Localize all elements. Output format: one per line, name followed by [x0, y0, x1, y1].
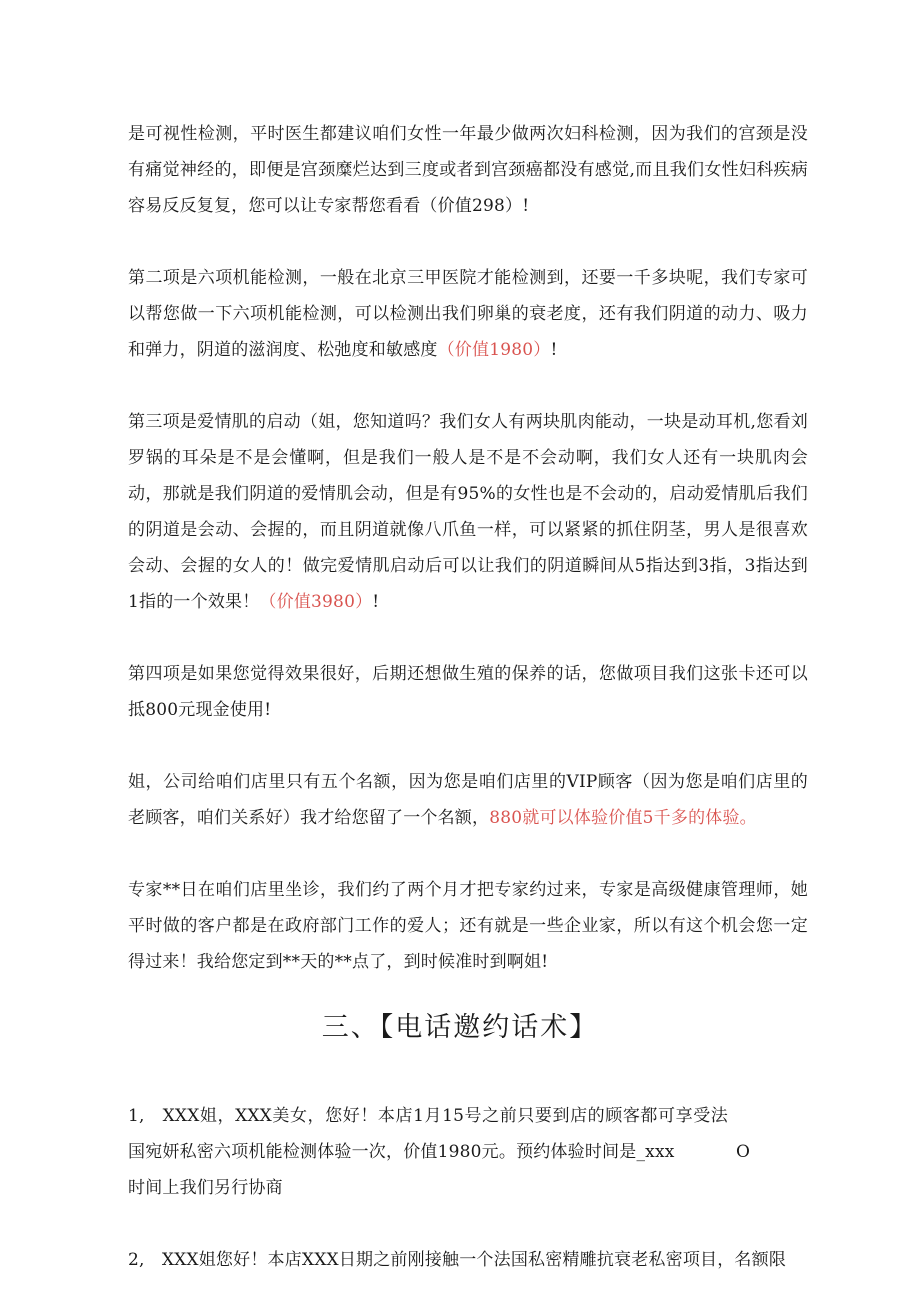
- paragraph-1-text: 是可视性检测，平时医生都建议咱们女性一年最少做两次妇科检测，因为我们的宫颈是没有痛觉神经的，即便是宫颈糜烂达到三度或者到宫颈癌都没有感觉,而且我们女性妇科疾病容易反反复复，您可以让专家帮您看看（价值298）!: [128, 124, 808, 216]
- section-heading: 三、【电话邀约话术】: [321, 1012, 599, 1043]
- paragraph-2-text: 第二项是六项机能检测，一般在北京三甲医院才能检测到，还要一千多块呢，我们专家可以帮您做一下六项机能检测，可以检测出我们卵巢的衰老度，还有我们阴道的动力、吸力和弹力，阴道的滋润度、松弛度和敏感度: [128, 268, 808, 360]
- paragraph-4: [128, 656, 808, 728]
- paragraph-7-text: 1, XXX姐，XXX美女，您好！本店1月15号之前只要到店的顾客都可享受法国宛妍私密六项机能检测体验一次，价值1980元。预约体验时间是_xxx: [128, 1106, 728, 1162]
- paragraph-7: [128, 1098, 728, 1170]
- paragraph-3-tail: !: [372, 592, 380, 612]
- paragraph-2-tail: !: [550, 340, 558, 360]
- paragraph-8-text: 2, XXX姐您好！本店XXX日期之前刚接触一个法国私密精雕抗衰老私密项目，名额限: [128, 1250, 787, 1270]
- paragraph-1: [128, 116, 808, 224]
- paragraph-5-offer-highlight: 880就可以体验价值5千多的体验。: [489, 808, 757, 828]
- paragraph-5-text: 姐，公司给咱们店里只有五个名额，因为您是咱们店里的VIP顾客（因为您是咱们店里的老顾客，咱们关系好）我才给您留了一个名额，: [128, 772, 808, 828]
- paragraph-6-text: 专家**日在咱们店里坐诊，我们约了两个月才把专家约过来，专家是高级健康管理师，她平时做的客户都是在政府部门工作的爱人；还有就是一些企业家，所以有这个机会您一定得过来！我给您定到**天的**点了，到时候准时到啊姐!: [128, 880, 808, 972]
- paragraph-3: [128, 404, 808, 620]
- paragraph-7-line3: [128, 1170, 808, 1206]
- paragraph-7-mark: O: [736, 1142, 750, 1162]
- paragraph-2-price-highlight: （价值1980）: [437, 340, 551, 360]
- paragraph-2: [128, 260, 808, 368]
- paragraph-8: [128, 1242, 808, 1278]
- paragraph-6: [128, 872, 808, 980]
- paragraph-3-text: 第三项是爱情肌的启动（姐，您知道吗？我们女人有两块肌肉能动，一块是动耳机,您看刘罗锅的耳朵是不是会懂啊，但是我们一般人是不是不会动啊，我们女人还有一块肌肉会动，那就是我们阴道的爱情肌会动，但是有95%的女性也是不会动的，启动爱情肌后我们的阴道是会动、会握的，而且阴道就像八爪鱼一样，可以紧紧的抓住阴茎，男人是很喜欢会动、会握的女人的！做完爱情肌启动后可以让我们的阴道瞬间从5指达到3指，3指达到1指的一个效果！: [128, 412, 808, 612]
- paragraph-3-price-highlight: （价值3980）: [259, 592, 373, 612]
- paragraph-5: [128, 764, 808, 836]
- paragraph-4-text: 第四项是如果您觉得效果很好，后期还想做生殖的保养的话，您做项目我们这张卡还可以抵800元现金使用!: [128, 664, 808, 720]
- paragraph-7-line3-text: 时间上我们另行协商: [128, 1178, 283, 1198]
